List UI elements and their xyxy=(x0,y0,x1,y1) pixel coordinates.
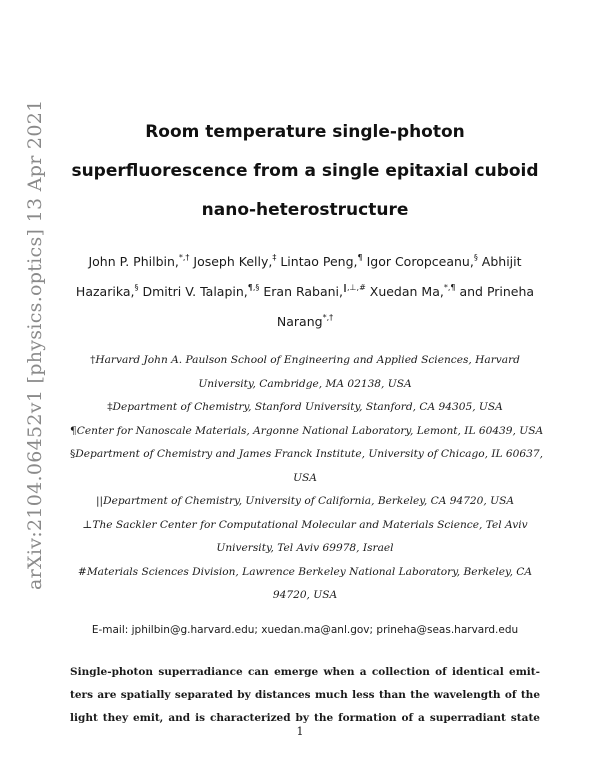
affiliation-mark: † xyxy=(90,354,96,366)
affiliation-line xyxy=(70,420,544,444)
affiliation-line xyxy=(70,561,540,585)
affiliation-text: Materials Sciences Division, Lawrence Berkeley National Laboratory, Berkeley, CA xyxy=(86,565,533,578)
author-name: Hazarika, xyxy=(75,284,135,299)
author-name: Igor Coropceanu, xyxy=(362,254,474,269)
affiliation-line: University, Tel Aviv 69978, Israel xyxy=(216,542,394,554)
author-name: John P. Philbin, xyxy=(88,254,179,269)
author-line-3 xyxy=(70,307,540,337)
paper-title xyxy=(70,113,540,230)
author-affiliation-marks: § xyxy=(134,283,139,292)
author-line-1 xyxy=(70,247,540,277)
author-name: Xuedan Ma, xyxy=(365,284,444,299)
author-affiliation-marks: ‖,⊥,# xyxy=(343,283,366,292)
author-affiliation-marks: *,¶ xyxy=(443,283,456,292)
author-line-2 xyxy=(70,277,540,307)
affiliation-text: Department of Chemistry and James Franck Institute, University of Chicago, IL 60637, xyxy=(75,448,543,460)
title-line: Room temperature single-photon xyxy=(145,122,465,142)
author-name: Abhijit xyxy=(477,254,522,269)
author-name: and Prineha xyxy=(455,284,535,299)
abstract xyxy=(70,661,540,730)
abstract-line: Single-photon superradiance can emerge when a collection of identical emit- xyxy=(70,665,540,678)
affiliation-text: Center for Nanoscale Materials, Argonne National Laboratory, Lemont, IL 60439, USA xyxy=(76,424,544,437)
title-line: superfluorescence from a single epitaxial cuboid xyxy=(71,161,539,181)
affiliation-line xyxy=(70,490,540,514)
affiliation-text: The Sackler Center for Computational Molecular and Materials Science, Tel Aviv xyxy=(92,518,528,531)
affiliation-line xyxy=(70,396,540,420)
author-affiliation-marks: ‡ xyxy=(272,253,277,262)
author-name: Lintao Peng, xyxy=(276,254,358,269)
title-line: nano-heterostructure xyxy=(201,200,409,220)
contact-email: E-mail: jphilbin@g.harvard.edu; xuedan.ma@anl.gov; prineha@seas.harvard.edu xyxy=(91,623,519,636)
affiliation-list xyxy=(70,349,544,608)
author-name: Eran Rabani, xyxy=(259,284,344,299)
author-affiliation-marks: *,† xyxy=(178,253,190,262)
page-number: 1 xyxy=(296,725,304,738)
arxiv-identifier-stamp: arXiv:2104.06452v1 [physics.optics] 13 Apr 2021 xyxy=(24,99,46,590)
affiliation-mark: ‡ xyxy=(107,401,113,413)
abstract-line: ters are spatially separated by distances much less than the wavelength of the xyxy=(70,688,540,701)
affiliation-line xyxy=(70,349,540,373)
affiliation-line xyxy=(70,443,543,467)
affiliation-text: Harvard John A. Paulson School of Engineering and Applied Sciences, Harvard xyxy=(95,354,520,366)
affiliation-mark: # xyxy=(77,565,87,578)
affiliation-text: Department of Chemistry, University of California, Berkeley, CA 94720, USA xyxy=(103,495,514,507)
affiliation-mark: § xyxy=(70,448,76,460)
author-affiliation-marks: § xyxy=(473,253,478,262)
author-name: Narang xyxy=(276,314,323,329)
paper-first-page xyxy=(70,0,544,730)
affiliation-mark: ⊥ xyxy=(82,518,93,531)
affiliation-mark: || xyxy=(95,495,104,507)
author-affiliation-marks: ¶ xyxy=(357,253,363,262)
author-affiliation-marks: ¶,§ xyxy=(247,283,260,292)
abstract-line: light they emit, and is characterized by the formation of a superradiant state xyxy=(70,711,540,724)
author-name: Joseph Kelly, xyxy=(189,254,273,269)
affiliation-line: University, Cambridge, MA 02138, USA xyxy=(198,377,412,390)
author-list xyxy=(70,247,540,337)
author-affiliation-marks: *,† xyxy=(322,313,334,322)
affiliation-line: 94720, USA xyxy=(272,589,338,601)
author-name: Dmitri V. Talapin, xyxy=(138,284,248,299)
affiliation-mark: ¶ xyxy=(70,424,77,437)
affiliation-line xyxy=(70,514,540,538)
affiliation-text: Department of Chemistry, Stanford University, Stanford, CA 94305, USA xyxy=(112,401,503,413)
affiliation-line: USA xyxy=(293,471,317,484)
